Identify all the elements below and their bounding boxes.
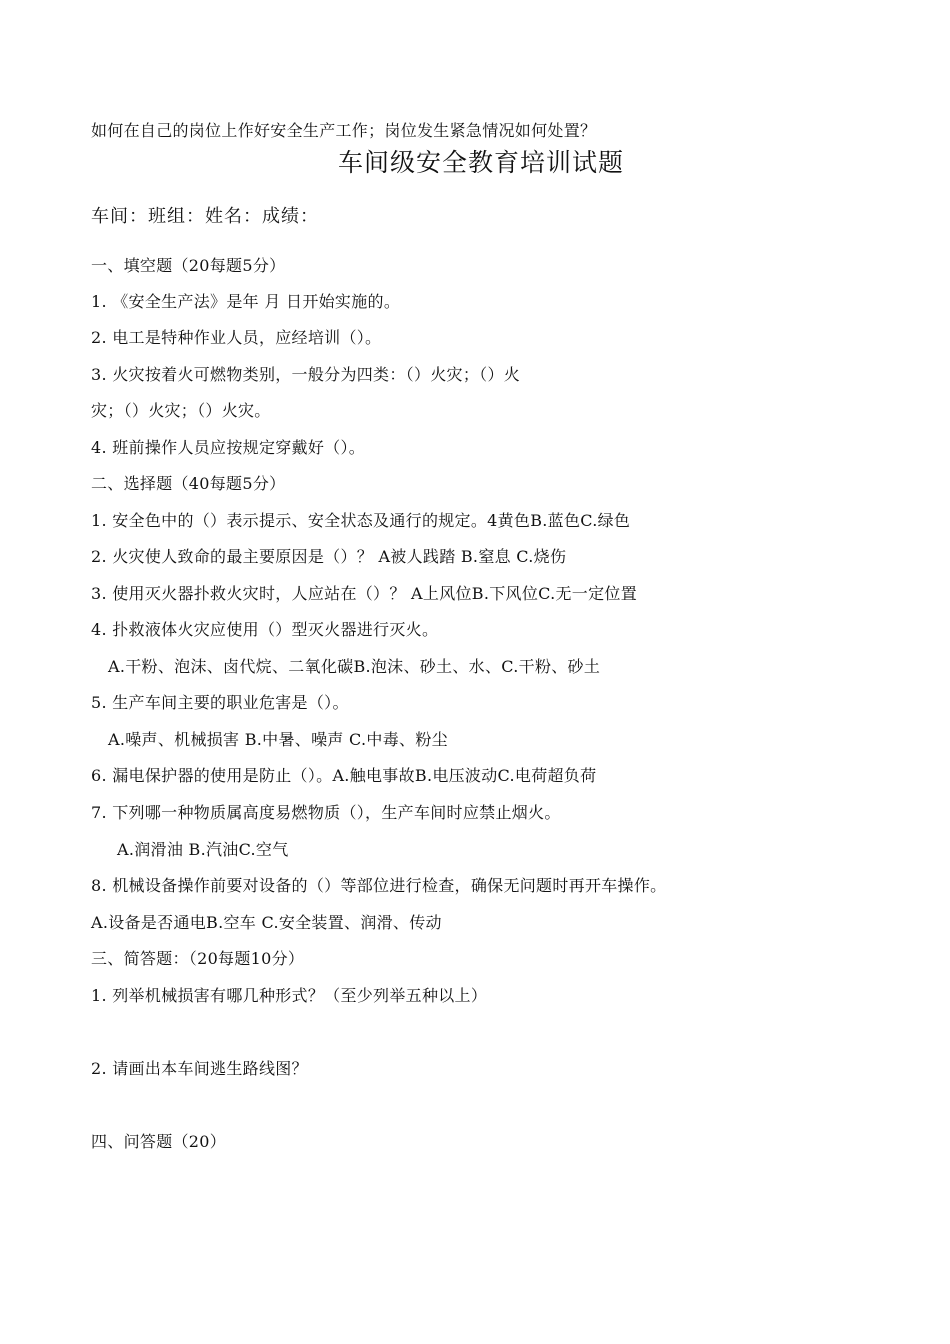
page-title: 车间级安全教育培训试题 xyxy=(337,148,624,177)
choice-question-8: 8. 机械设备操作前要对设备的（）等部位进行检查，确保无问题时再开车操作。 xyxy=(91,876,667,895)
choice-question-4: 4. 扑救液体火灾应使用（）型灭火器进行灭火。 xyxy=(91,620,439,639)
choice-question-6: 6. 漏电保护器的使用是防止（）。A.触电事故B.电压波动C.电荷超负荷 xyxy=(91,766,597,785)
fill-question-4: 4. 班前操作人员应按规定穿戴好（）。 xyxy=(91,438,366,457)
choice-question-3: 3. 使用灭火器扑救火灾时，人应站在（）？ A上风位B.下风位C.无一定位置 xyxy=(91,584,637,603)
choice-question-1: 1. 安全色中的（）表示提示、安全状态及通行的规定。4黄色B.蓝色C.绿色 xyxy=(91,511,631,530)
short-question-2: 2. 请画出本车间逃生路线图？ xyxy=(91,1059,308,1078)
choice-question-5: 5. 生产车间主要的职业危害是（）。 xyxy=(91,693,349,712)
choice-question-7: 7. 下列哪一种物质属高度易燃物质（），生产车间时应禁止烟火。 xyxy=(91,803,561,822)
section-short-heading: 三、简答题：（20每题10分） xyxy=(91,949,305,968)
choice-question-5-options: A.噪声、机械损害 B.中暑、噪声 C.中毒、粉尘 xyxy=(108,730,448,749)
fill-question-2: 2. 电工是特种作业人员，应经培训（）。 xyxy=(91,328,382,347)
choice-question-4-options: A.干粉、泡沫、卤代烷、二氧化碳B.泡沫、砂土、水、C.干粉、砂土 xyxy=(108,657,601,676)
fill-question-3-part-1: 3. 火灾按着火可燃物类别，一般分为四类：（）火灾；（）火 xyxy=(91,365,521,384)
section-essay-heading: 四、问答题（20） xyxy=(91,1132,227,1151)
section-fill-heading: 一、填空题（20每题5分） xyxy=(91,256,286,275)
student-info-line: 车间：班组：姓名：成绩： xyxy=(91,206,319,227)
choice-question-2: 2. 火灾使人致命的最主要原因是（）？ A被人践踏 B.窒息 C.烧伤 xyxy=(91,547,567,566)
fill-question-3-part-2: 灾；（）火灾；（）火灾。 xyxy=(91,401,271,420)
intro-question: 如何在自己的岗位上作好安全生产工作；岗位发生紧急情况如何处置？ xyxy=(91,121,597,140)
short-question-1: 1. 列举机械损害有哪几种形式？（至少列举五种以上） xyxy=(91,986,488,1005)
choice-question-8-options: A.设备是否通电B.空车 C.安全装置、润滑、传动 xyxy=(91,913,442,932)
section-choice-heading: 二、选择题（40每题5分） xyxy=(91,474,286,493)
choice-question-7-options: A.润滑油 B.汽油C.空气 xyxy=(117,840,289,859)
fill-question-1: 1. 《安全生产法》是年 月 日开始实施的。 xyxy=(91,292,401,311)
